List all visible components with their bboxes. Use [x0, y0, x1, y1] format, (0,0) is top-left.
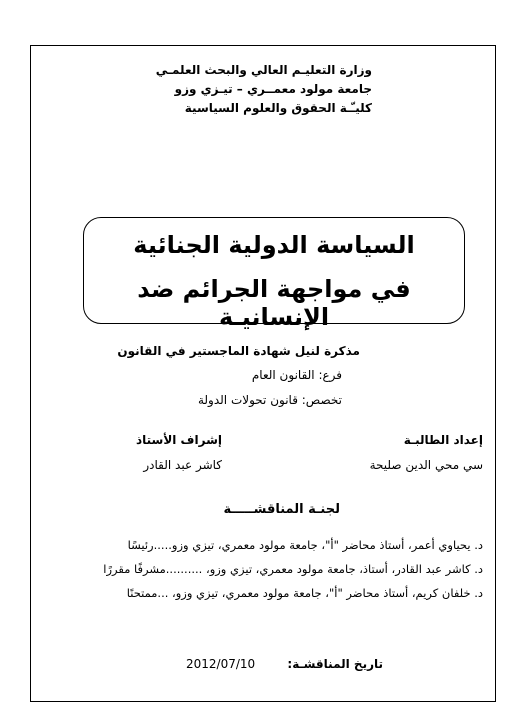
degree-statement: مذكرة لنيل شهادة الماجستير في القانون	[117, 344, 360, 358]
student-name: سي محي الدين صليحة	[369, 458, 483, 472]
thesis-title-line-1: السياسة الدولية الجنائية	[133, 231, 415, 259]
university-name: جامعة مولود معمــري – تيـزي وزو	[174, 82, 372, 96]
thesis-title-line-2: في مواجهة الجرائم ضد الإنسانيـة	[137, 275, 411, 331]
committee-title: لجنـة المناقشـــــة	[223, 502, 340, 517]
defense-date-label: تاريخ المناقشـة:	[287, 657, 383, 671]
faculty-name: كليـّـة الحقوق والعلوم السياسية	[184, 101, 372, 115]
student-label: إعداد الطالبـة	[403, 433, 483, 447]
defense-date: 2012/07/10	[186, 657, 256, 671]
specialty-line: تخصص: قانون تحولات الدولة	[197, 393, 342, 407]
committee-member-3: د. خلفان كريم، أستاذ محاضر "أ"، جامعة مولود معمري، تيزي وزو، ...ممتحنًا	[126, 586, 483, 600]
ministry-name: وزارة التعليـم العالي والبحث العلمـي	[155, 63, 372, 77]
committee-member-1: د. يحياوي أعمر، أستاذ محاضر "أ"، جامعة مولود معمري، تيزي وزو.....رئيسًا	[127, 538, 483, 552]
committee-member-2: د. كاشر عبد القادر، أستاذ، جامعة مولود معمري، تيزي وزو، ..........مشرفًا مقررًا	[103, 562, 483, 576]
branch-line: فرع: القانون العام	[251, 368, 342, 382]
supervisor-name: كاشر عبد القادر	[143, 458, 222, 472]
supervisor-label: إشراف الأستاذ	[135, 433, 222, 447]
thesis-title-box	[83, 217, 465, 331]
